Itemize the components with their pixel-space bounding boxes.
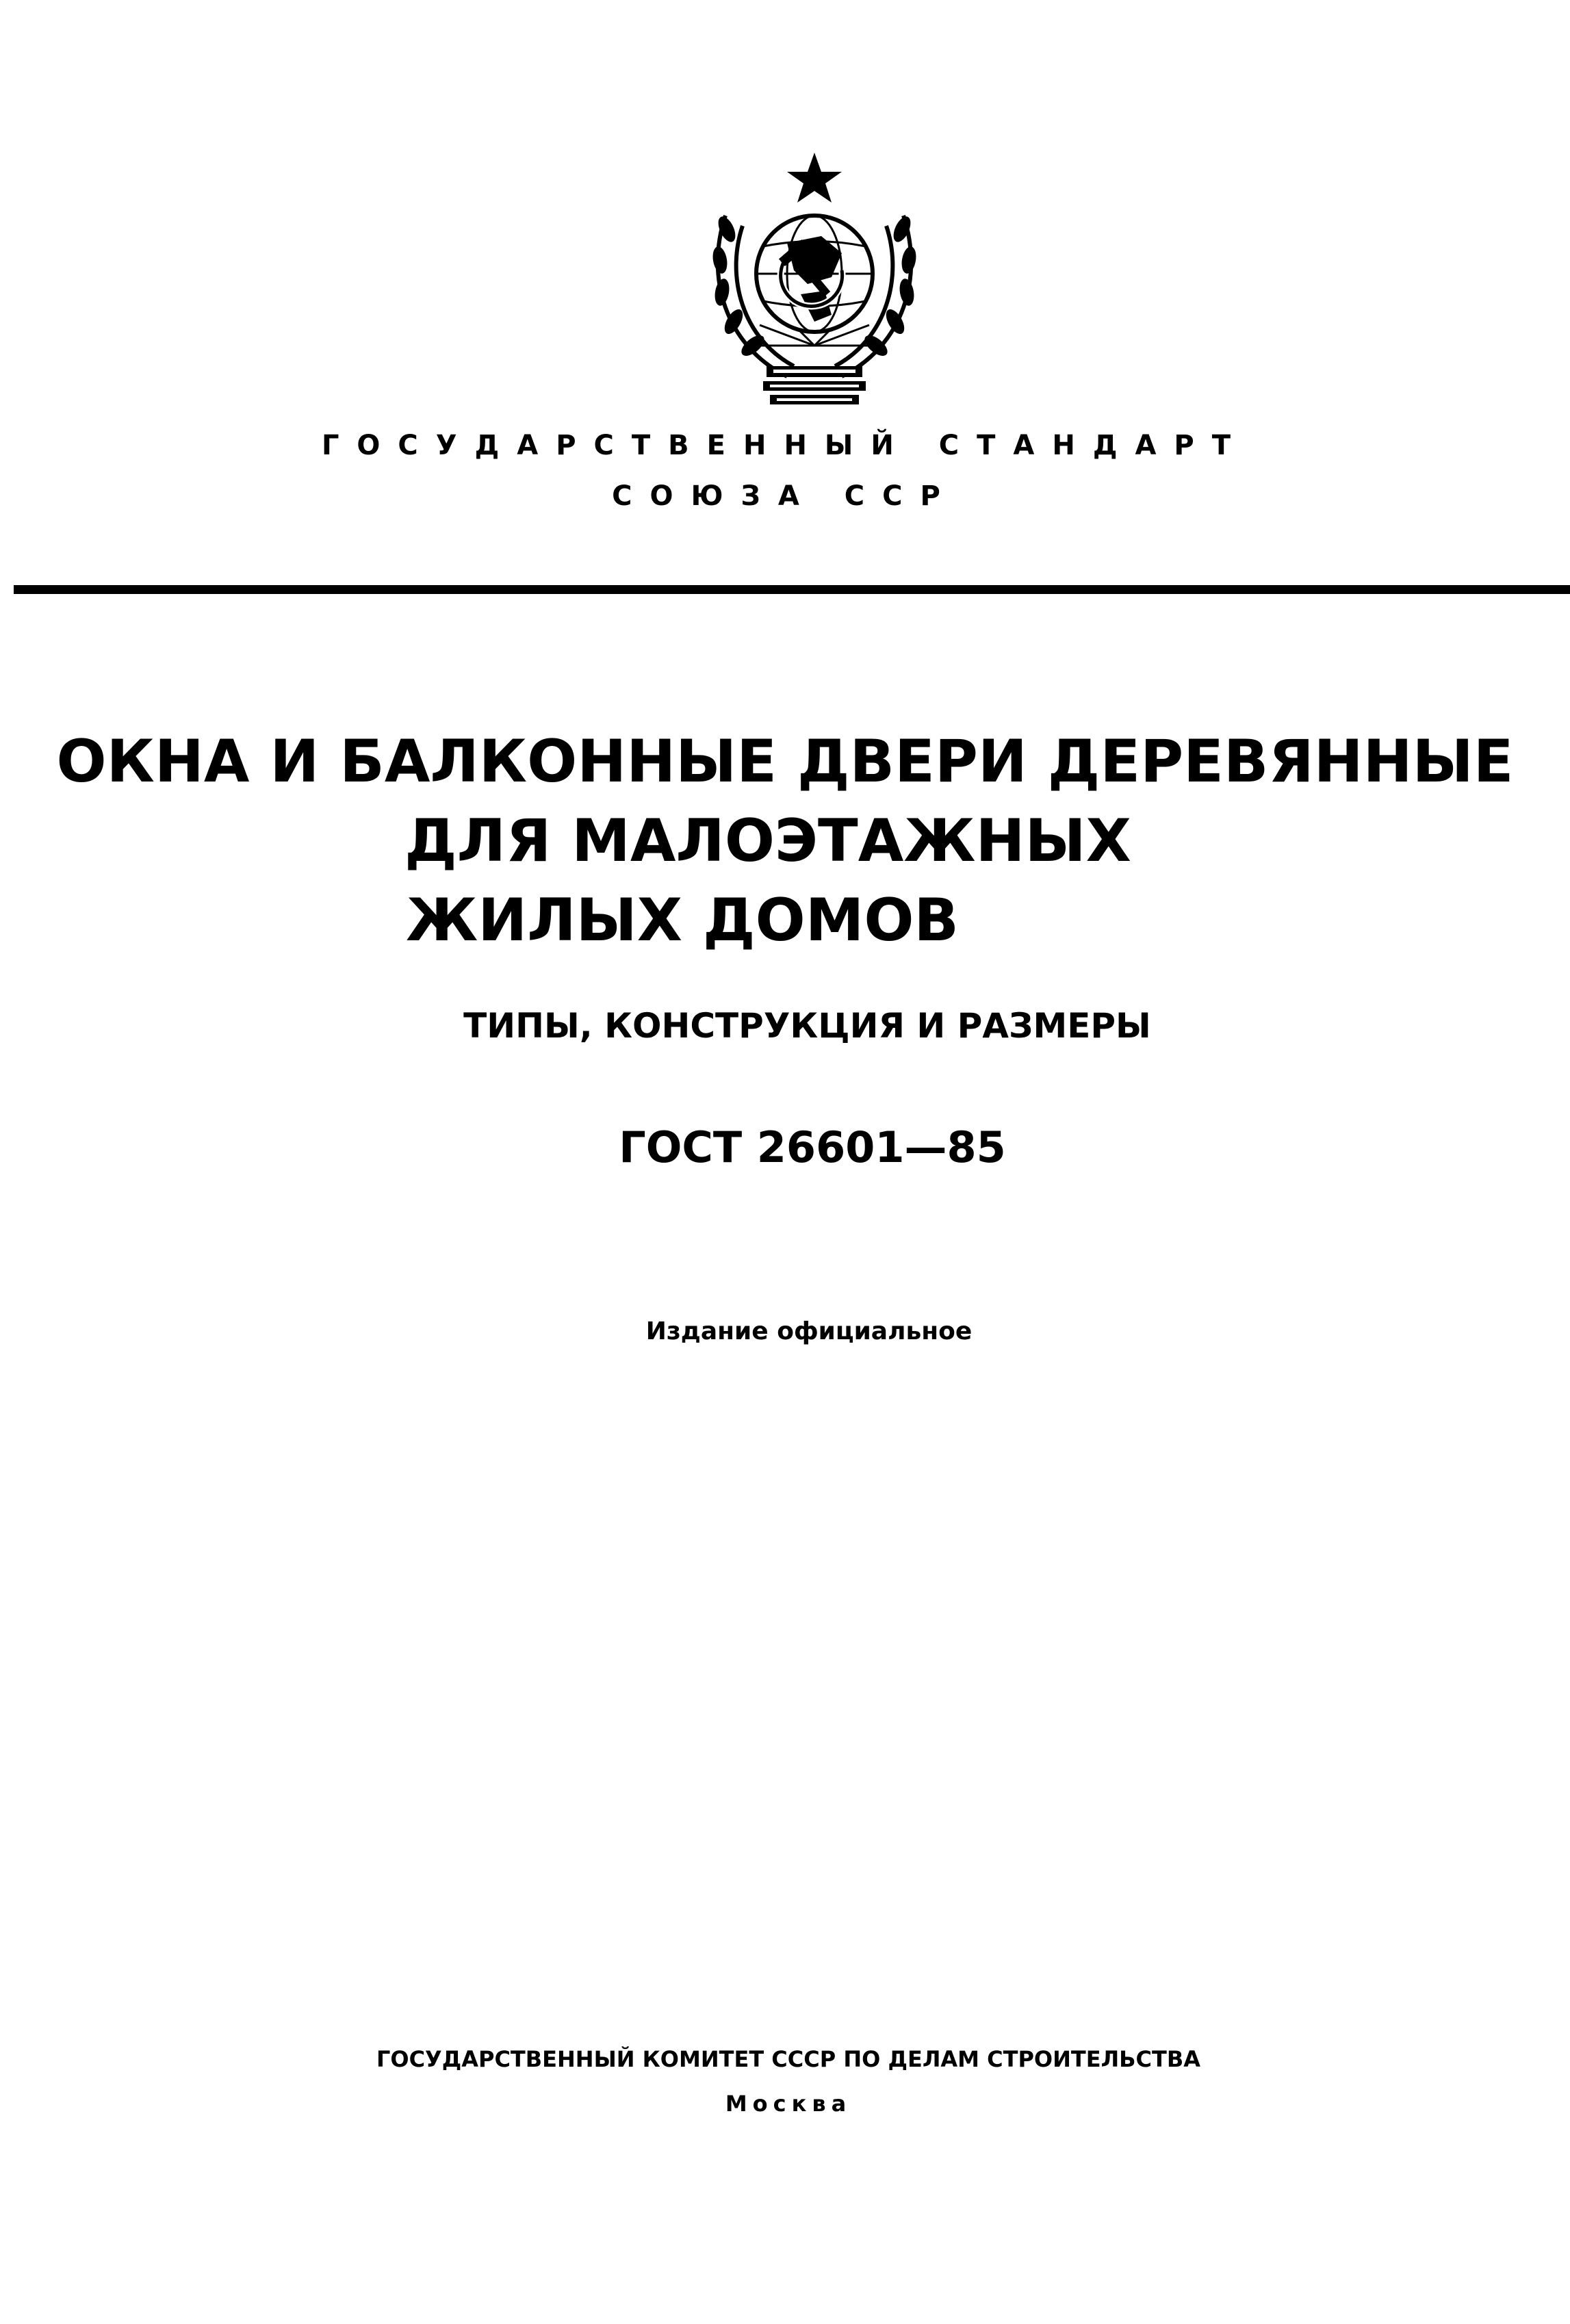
edition-label: Издание официальное — [645, 1317, 973, 1345]
publisher-name: ГОСУДАРСТВЕННЫЙ КОМИТЕТ СССР ПО ДЕЛАМ СТРОИТЕЛЬСТВА — [376, 2046, 1201, 2072]
standard-number: ГОСТ 26601—85 — [619, 1122, 1006, 1172]
header-line-1: ГОСУДАРСТВЕННЫЙ СТАНДАРТ — [321, 430, 1249, 461]
title-line-1: ОКНА И БАЛКОННЫЕ ДВЕРИ ДЕРЕВЯННЫЕ — [56, 727, 1514, 796]
ussr-coat-of-arms-icon — [684, 140, 944, 414]
document-subtitle: ТИПЫ, КОНСТРУКЦИЯ И РАЗМЕРЫ — [463, 1006, 1151, 1046]
title-line-3: ЖИЛЫХ ДОМОВ — [406, 886, 959, 955]
document-title — [0, 722, 1570, 960]
header-line-2: СОЮЗА ССР — [612, 480, 958, 512]
title-line-2: ДЛЯ МАЛОЭТАЖНЫХ — [404, 807, 1131, 875]
divider-rule — [14, 585, 1570, 594]
publisher-city: Москва — [725, 2091, 852, 2117]
